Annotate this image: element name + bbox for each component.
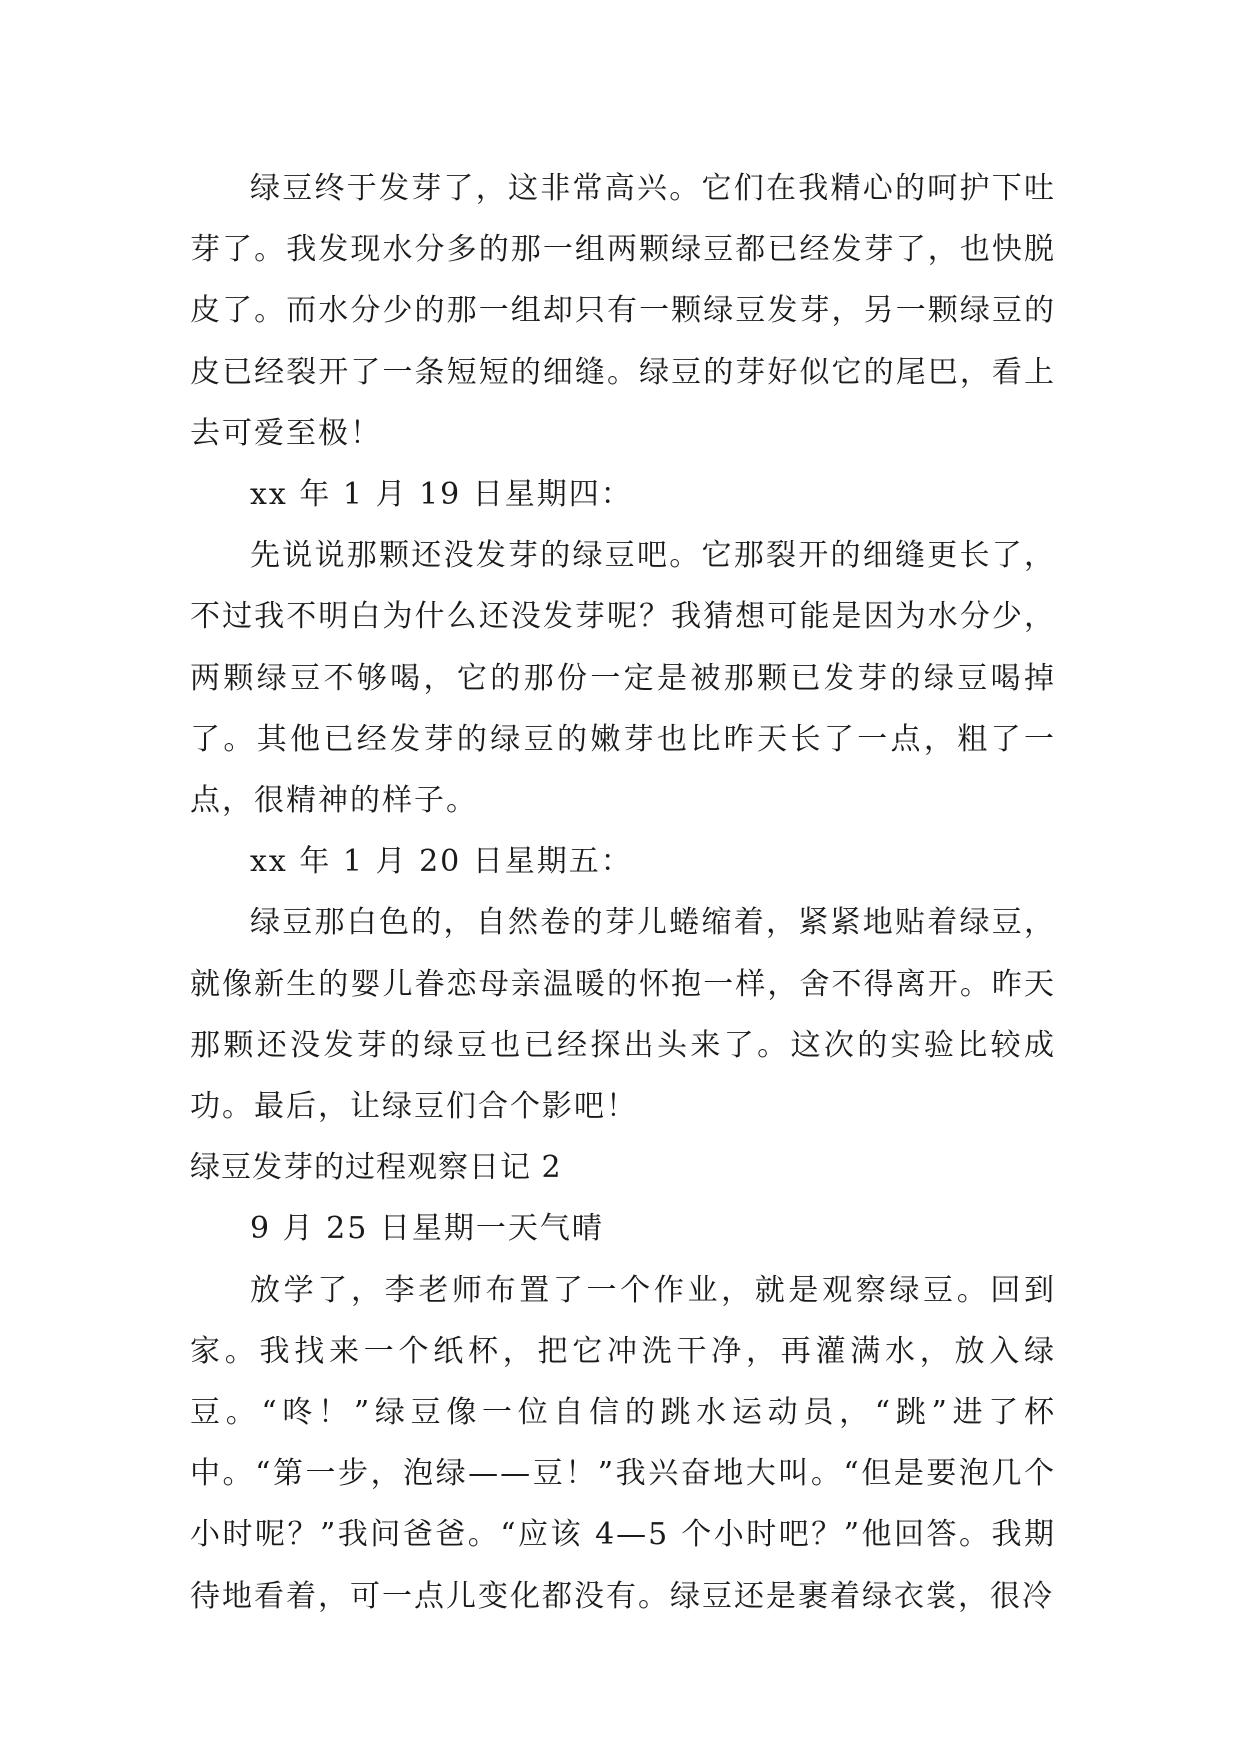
section-title: 绿豆发芽的过程观察日记 2 xyxy=(190,1150,562,1186)
date-entry-jan-20: xx 年 1 月 20 日星期五： xyxy=(250,844,633,880)
paragraph-unsprouted-bean: 先说说那颗还没发芽的绿豆吧。它那裂开的细缝更长了，不过我不明白为什么还没发芽呢？我猜想可能是因为水分少，两颗绿豆不够喝，它的那份一定是被那颗已发芽的绿豆喝掉了。其他已经发芽的绿豆的嫩芽也比昨天长了一点，粗了一点，很精神的样子。 xyxy=(190,538,1056,819)
paragraph-sprouting-happy: 绿豆终于发芽了，这非常高兴。它们在我精心的呵护下吐芽了。我发现水分多的那一组两颗绿豆都已经发芽了，也快脱皮了。而水分少的那一组却只有一颗绿豆发芽，另一颗绿豆的皮已经裂开了一条短短的细缝。绿豆的芽好似它的尾巴，看上去可爱至极！ xyxy=(190,171,1056,451)
paragraph-curled-sprouts: 绿豆那白色的，自然卷的芽儿蜷缩着，紧紧地贴着绿豆，就像新生的婴儿眷恋母亲温暖的怀抱一样，舍不得离开。昨天那颗还没发芽的绿豆也已经探出头来了。这次的实验比较成功。最后，让绿豆们合个影吧！ xyxy=(190,905,1056,1125)
date-entry-jan-19: xx 年 1 月 19 日星期四： xyxy=(250,477,633,513)
paragraph-soaking-beans: 放学了，李老师布置了一个作业，就是观察绿豆。回到家。我找来一个纸杯，把它冲洗干净，再灌满水，放入绿豆。“咚！”绿豆像一位自信的跳水运动员，“跳”进了杯中。“第一步，泡绿——豆！”我兴奋地大叫。“但是要泡几个小时呢？”我问爸爸。“应该 4—5 个小时吧？”他回答。我期待地看着，可一点儿变化都没有。绿豆还是裹着绿衣裳，很冷 xyxy=(190,1272,1056,1614)
document-body xyxy=(190,158,1056,1627)
date-entry-sep-25: 9 月 25 日星期一天气晴 xyxy=(250,1211,604,1247)
